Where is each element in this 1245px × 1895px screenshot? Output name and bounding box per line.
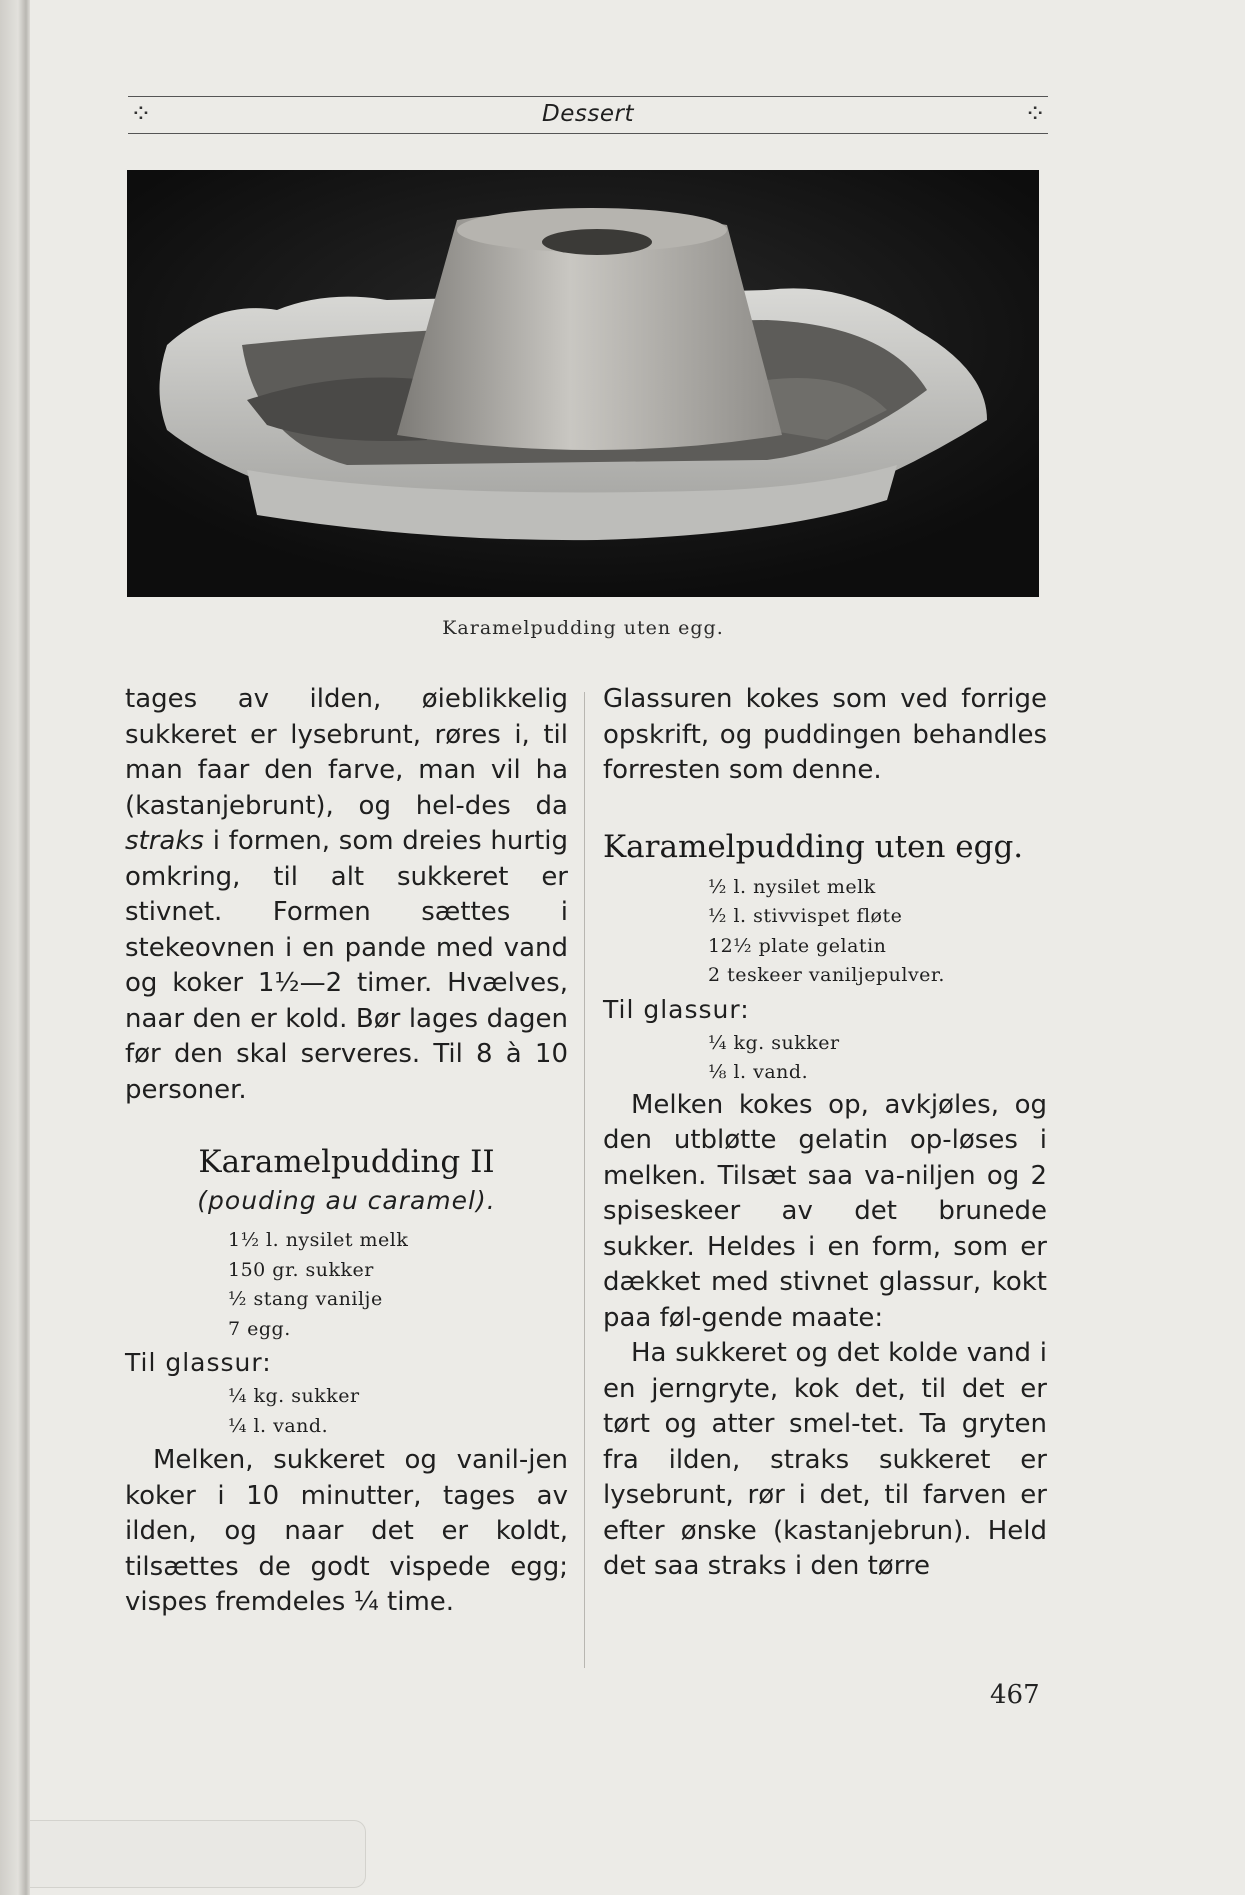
ingredient-item: ½ stang vanilje <box>228 1288 383 1310</box>
left-intro-part-1: tages av ilden, øieblikkelig sukkeret er lysebrunt, røres i, til man faar den farve, man vil ha (kastanjebrunt), og hel-des da <box>125 684 568 821</box>
ingredient-list-ii <box>125 1226 568 1344</box>
ingredient-item: 1½ l. nysilet melk <box>228 1229 409 1251</box>
ingredient-list-uten-egg <box>603 873 1047 991</box>
left-column <box>125 682 568 1621</box>
left-intro-paragraph <box>125 682 568 1108</box>
recipe-title-uten-egg: Karamelpudding uten egg. <box>603 828 1024 865</box>
recipe-subtitle-french: (pouding au caramel). <box>197 1186 496 1215</box>
method-paragraph-uten-egg-1: Melken kokes op, avkjøles, og den utbløtte gelatin op-løses i melken. Tilsæt saa va-niljen og 2 spiseskeer av det brunede sukker. Heldes i en form, som er dækket med stivnet glassur, kokt paa føl-gende maate: <box>603 1089 1047 1333</box>
ingredient-item: ½ l. stivvispet fløte <box>708 905 903 927</box>
book-binding-edge <box>0 0 30 1895</box>
ingredient-item: 12½ plate gelatin <box>708 934 887 957</box>
page-number: 467 <box>990 1680 1040 1710</box>
photo-caption: Karamelpudding uten egg. <box>442 617 724 639</box>
ingredient-item: 150 gr. sukker <box>228 1258 374 1281</box>
left-intro-part-2: i formen, som dreies hurtig omkring, til alt sukkeret er stivnet. Formen sættes i stekeovnen i en pande med vand og koker 1½—2 timer. Hvælves, naar den er kold. Bør lages dagen før den skal serveres. Til 8 à 10 personer. <box>125 826 568 1105</box>
column-divider <box>584 692 585 1668</box>
right-column <box>603 682 1047 1585</box>
ingredient-item: 2 teskeer vaniljepulver. <box>708 964 945 986</box>
glasur-list-ii <box>125 1382 568 1441</box>
ingredient-item: 7 egg. <box>228 1317 291 1340</box>
glasur-item: ¼ kg. sukker <box>708 1031 840 1054</box>
left-intro-emphasis: straks <box>125 826 204 856</box>
glasur-list-uten-egg <box>603 1029 1047 1088</box>
method-paragraph-uten-egg-2: Ha sukkeret og det kolde vand i en jerngryte, kok det, til det er tørt og atter smel-tet. Ta gryten fra ilden, straks sukkeret er lysebrunt, rør i det, til farven er efter ønske (kastanjebrun). Held det saa straks i den tørre <box>603 1338 1047 1581</box>
ornament-left-icon: ⁘ <box>130 99 152 129</box>
glasur-item: ⅛ l. vand. <box>708 1061 809 1083</box>
page-tab-marker <box>30 1820 366 1888</box>
right-intro-paragraph: Glassuren kokes som ved forrige opskrift, og puddingen behandles forresten som denne. <box>603 684 1047 785</box>
glasur-heading-ii: Til glassur: <box>125 1348 272 1377</box>
glasur-heading-uten-egg: Til glassur: <box>603 994 750 1024</box>
pudding-illustration <box>127 170 1039 597</box>
pudding-photo <box>127 170 1039 597</box>
glasur-item: ¼ l. vand. <box>228 1414 329 1437</box>
page-section-title: Dessert <box>542 101 634 127</box>
recipe-title-karamelpudding-ii: Karamelpudding II <box>198 1144 495 1180</box>
ornament-right-icon: ⁘ <box>1024 99 1046 129</box>
method-paragraph-ii: Melken, sukkeret og vanil-jen koker i 10 minutter, tages av ilden, og naar det er koldt, tilsættes de godt vispede egg; vispes fremdeles ¼ time. <box>125 1445 568 1617</box>
glasur-item: ¼ kg. sukker <box>228 1385 360 1407</box>
running-header <box>128 96 1048 134</box>
ingredient-item: ½ l. nysilet melk <box>708 875 876 898</box>
